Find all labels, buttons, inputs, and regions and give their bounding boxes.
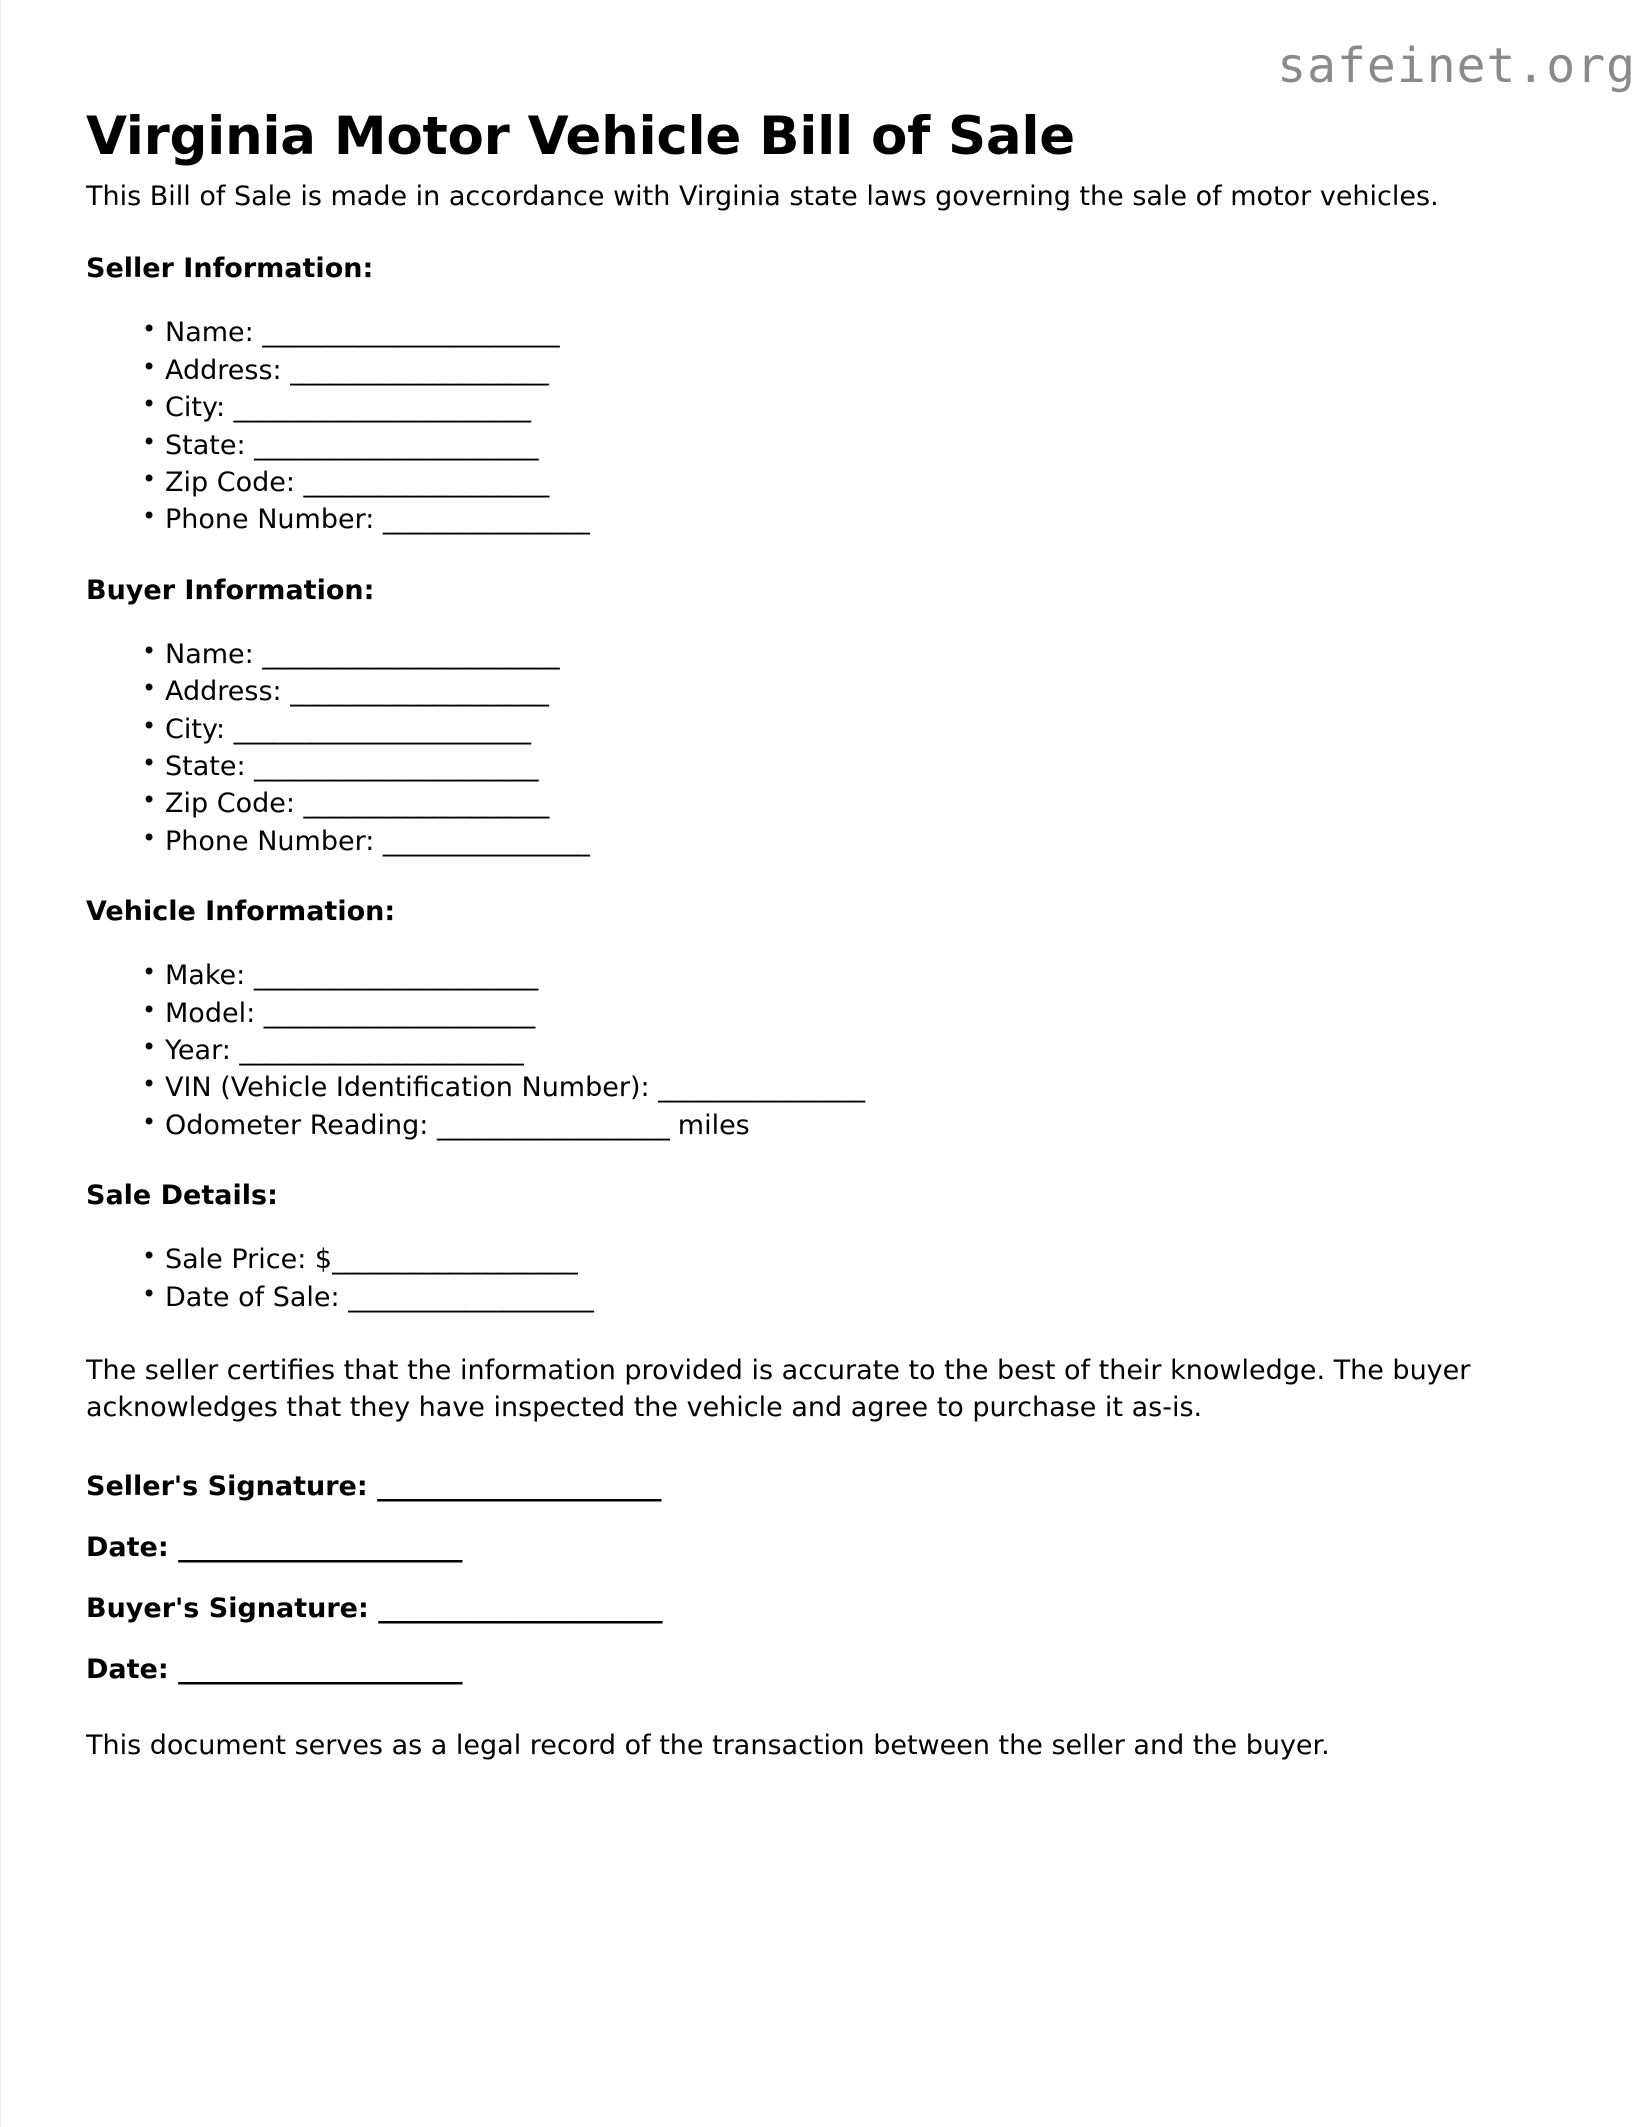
field-blank[interactable]: _______________________ [233,713,531,745]
field-blank[interactable]: ___________________ [348,1281,594,1313]
field-label: Sale Price: $ [165,1244,333,1276]
list-item [86,352,1556,389]
list-item [86,501,1556,538]
list-item [86,957,1556,994]
field-label: State: [165,429,255,461]
field-blank[interactable]: ________________ [382,825,590,857]
field-blank[interactable]: ___________________ [303,788,549,820]
certification-paragraph: The seller certifies that the information provided is accurate to the best of their knowledge. The buyer acknowledges that they have inspected the vehicle and agree to purchase it as-is. [86,1355,1471,1424]
field-blank[interactable]: ____________________ [290,354,549,386]
list-item [86,995,1556,1032]
field-label: Make: [165,960,254,992]
list-item [86,1241,1556,1278]
buyer-signature-line [86,1591,1556,1626]
field-blank[interactable]: ________________ [658,1072,865,1104]
signature-label: Buyer's Signature: [86,1592,379,1624]
field-blank[interactable]: ______________________ [239,1035,524,1066]
field-blank[interactable]: ____________________ [290,676,549,708]
list-item [86,1279,1556,1316]
vehicle-field-list [86,957,1556,1144]
signature-blank[interactable]: ______________________ [377,1470,661,1502]
document-content [86,0,1556,1764]
field-blank[interactable]: _____________________ [263,997,535,1029]
intro-paragraph: This Bill of Sale is made in accordance with Virginia state laws governing the sale of motor vehicles. [86,181,1439,212]
section-heading-buyer: Buyer Information: [86,574,375,606]
sale-field-list [86,1241,1556,1316]
field-label: VIN (Vehicle Identification Number): [165,1072,659,1104]
field-suffix: miles [669,1109,750,1141]
list-item [86,823,1556,860]
signature-label: Date: [86,1531,179,1563]
field-label: Phone Number: [165,825,383,857]
field-label: Zip Code: [165,788,304,820]
signature-blank[interactable]: ______________________ [178,1531,462,1563]
list-item [86,389,1556,426]
buyer-date-line [86,1652,1556,1687]
field-blank[interactable]: ______________________ [254,429,538,461]
seller-date-line [86,1530,1556,1565]
field-label: Name: [165,638,263,670]
field-label: Phone Number: [165,504,383,536]
field-label: City: [165,392,234,424]
list-item [86,1069,1556,1106]
field-blank[interactable]: _______________________ [262,317,560,349]
field-blank[interactable]: ________________ [382,504,590,536]
list-item [86,1107,1556,1144]
field-label: Odometer Reading: [165,1109,437,1141]
list-item [86,427,1556,464]
signature-blank[interactable]: ______________________ [178,1653,462,1685]
field-blank[interactable]: __________________ [436,1109,670,1141]
signature-label: Date: [86,1653,179,1685]
field-label: Address: [165,354,291,386]
watermark-label: safeinet.org [1277,38,1636,94]
signature-blank[interactable]: ______________________ [378,1592,663,1624]
signature-label: Seller's Signature: [86,1470,378,1502]
field-blank[interactable]: ______________________ [254,750,538,782]
field-label: Name: [165,317,263,349]
field-blank[interactable]: _______________________ [262,638,560,670]
field-label: Year: [165,1035,240,1066]
page-left-edge [0,0,1,2127]
buyer-field-list [86,636,1556,860]
list-item [86,464,1556,501]
field-blank[interactable]: ___________________ [303,466,549,498]
field-label: City: [165,713,234,745]
list-item [86,1032,1556,1069]
field-blank[interactable]: ___________________ [332,1244,578,1276]
field-label: Model: [165,997,264,1029]
list-item [86,748,1556,785]
list-item [86,314,1556,351]
list-item [86,785,1556,822]
list-item [86,673,1556,710]
list-item [86,711,1556,748]
field-label: Zip Code: [165,466,304,498]
seller-field-list [86,314,1556,538]
section-heading-seller: Seller Information: [86,253,374,285]
section-heading-sale-details: Sale Details: [86,1180,278,1212]
seller-signature-line [86,1469,1556,1504]
field-blank[interactable]: _______________________ [233,392,531,424]
field-label: Address: [165,676,291,708]
field-label: Date of Sale: [165,1281,349,1313]
field-blank[interactable]: ______________________ [253,960,538,992]
list-item [86,636,1556,673]
section-heading-vehicle: Vehicle Information: [86,896,396,928]
page-title: Virginia Motor Vehicle Bill of Sale [86,106,1075,167]
field-label: State: [165,750,255,782]
closing-paragraph: This document serves as a legal record of the transaction between the seller and the buyer. [86,1729,1330,1761]
